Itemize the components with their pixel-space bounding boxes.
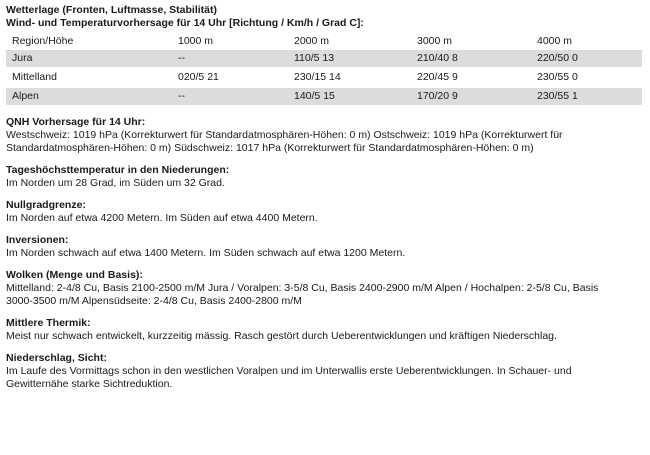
table-cell: 230/55 1 xyxy=(531,88,642,105)
section-text: Im Norden um 28 Grad, im Süden um 32 Grad. xyxy=(6,177,225,189)
section-title: Nullgradgrenze: xyxy=(6,199,86,211)
precipitation-visibility-section xyxy=(6,352,648,391)
freezing-level-section xyxy=(6,199,648,225)
table-cell: 170/20 9 xyxy=(411,88,531,105)
section-title: Wolken (Menge und Basis): xyxy=(6,269,143,281)
table-row xyxy=(6,69,642,86)
section-text: Westschweiz: 1019 hPa (Korrekturwert für Standardatmosphären-Höhen: 0 m) Ostschweiz: 1019 hPa (Korrekturwert für xyxy=(6,129,563,141)
wind-temperature-heading: Wind- und Temperaturvorhersage für 14 Uhr [Richtung / Km/h / Grad C]: xyxy=(6,17,364,29)
table-row xyxy=(6,50,642,67)
table-cell: 020/5 21 xyxy=(178,71,219,83)
max-temperature-section xyxy=(6,164,648,190)
section-title: Mittlere Thermik: xyxy=(6,317,91,329)
column-header: 4000 m xyxy=(537,35,573,47)
column-header: Region/Höhe xyxy=(12,35,74,47)
section-text: Standardatmosphären-Höhen: 0 m) Südschweiz: 1017 hPa (Korrekturwert für Standardatmosphären-Höhen: 0 m) xyxy=(6,142,534,154)
column-header: 3000 m xyxy=(417,35,453,47)
table-cell: -- xyxy=(172,88,288,105)
weather-situation-heading: Wetterlage (Fronten, Luftmasse, Stabilität) xyxy=(6,4,217,16)
section-title: Niederschlag, Sicht: xyxy=(6,352,107,364)
table-cell: Jura xyxy=(6,50,172,67)
table-cell: 140/5 15 xyxy=(288,88,411,105)
table-row xyxy=(6,88,642,105)
section-text: 3000-3500 m/M Alpensüdseite: 2-4/8 Cu, Basis 2400-2800 m/M xyxy=(6,295,302,307)
table-cell: 230/55 0 xyxy=(537,71,578,83)
table-cell: 230/15 14 xyxy=(294,71,341,83)
section-text: Meist nur schwach entwickelt, kurzzeitig mässig. Rasch gestört durch Ueberentwicklungen und kräftigen Niederschlag. xyxy=(6,330,557,342)
section-title: Inversionen: xyxy=(6,234,69,246)
section-text: Im Norden schwach auf etwa 1400 Metern. Im Süden schwach auf etwa 1200 Metern. xyxy=(6,247,406,259)
table-cell: -- xyxy=(172,50,288,67)
clouds-section xyxy=(6,269,648,308)
column-header: 2000 m xyxy=(294,35,330,47)
qnh-section xyxy=(6,116,648,155)
thermals-section xyxy=(6,317,648,343)
section-title: Tageshöchsttemperatur in den Niederungen: xyxy=(6,164,230,176)
section-text: Gewitternähe starke Sichtreduktion. xyxy=(6,378,173,390)
table-header-row xyxy=(6,33,642,50)
table-cell: 110/5 13 xyxy=(288,50,411,67)
column-header: 1000 m xyxy=(178,35,214,47)
section-title: QNH Vorhersage für 14 Uhr: xyxy=(6,116,146,128)
inversions-section xyxy=(6,234,648,260)
table-cell: 210/40 8 xyxy=(411,50,531,67)
table-cell: 220/45 9 xyxy=(417,71,458,83)
section-text: Im Laufe des Vormittags schon in den westlichen Voralpen und im Unterwallis erste Ueberentwicklungen. In Schauer- und xyxy=(6,365,572,377)
table-cell: Mittelland xyxy=(12,71,57,83)
section-text: Mittelland: 2-4/8 Cu, Basis 2100-2500 m/M Jura / Voralpen: 3-5/8 Cu, Basis 2400-2900 m/M Alpen / Hochalpen: 2-5/8 Cu, Basis xyxy=(6,282,599,294)
table-cell: 220/50 0 xyxy=(531,50,642,67)
wind-temperature-table xyxy=(6,33,642,105)
section-text: Im Norden auf etwa 4200 Metern. Im Süden auf etwa 4400 Metern. xyxy=(6,212,318,224)
table-cell: Alpen xyxy=(6,88,172,105)
